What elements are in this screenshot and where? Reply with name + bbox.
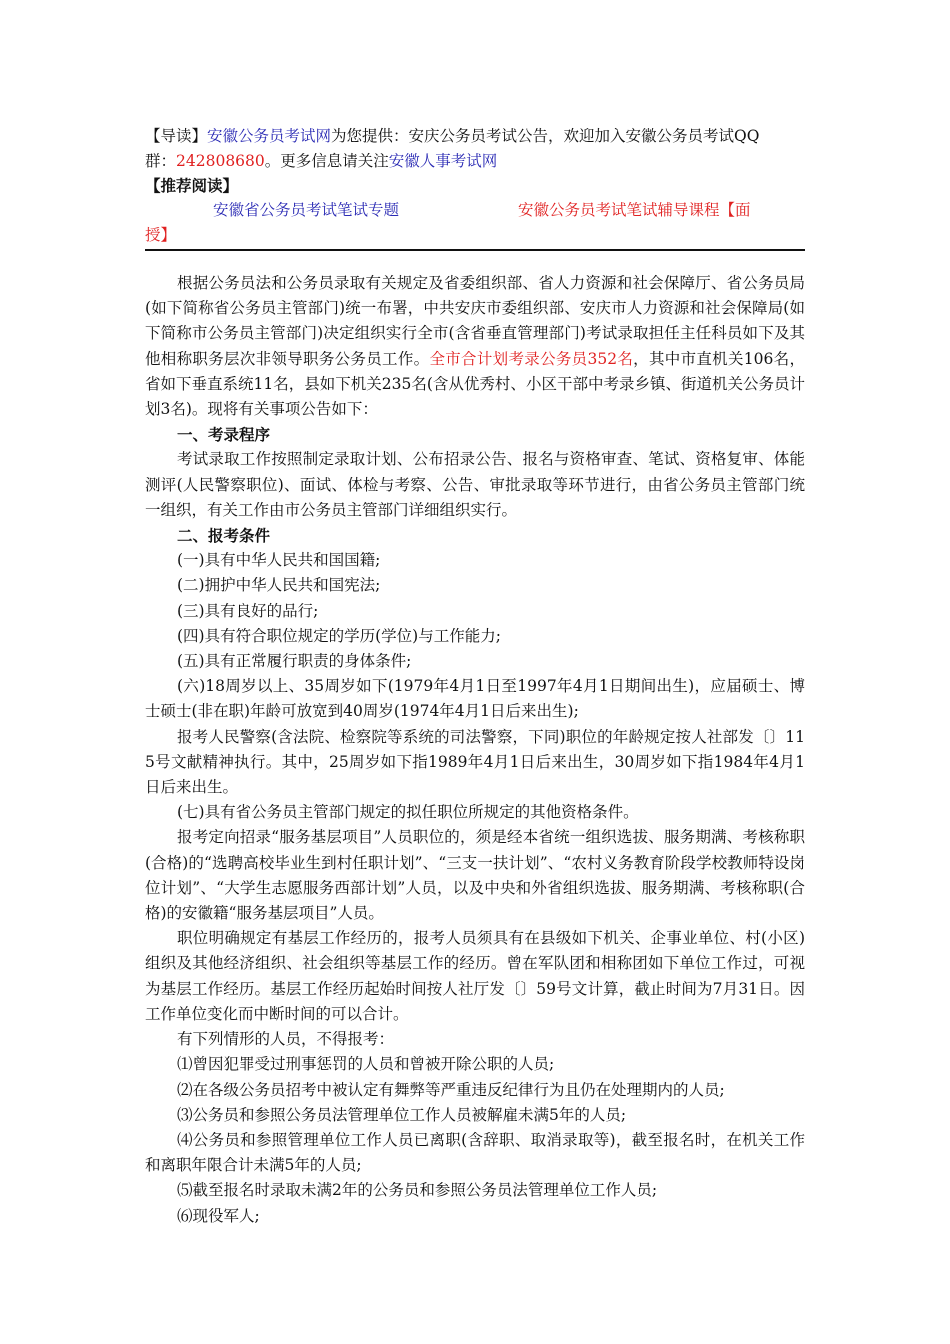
document-page xyxy=(145,124,805,1229)
guide-line-2 xyxy=(145,149,805,174)
condition-item: (四)具有符合职位规定的学历(学位)与工作能力; xyxy=(177,626,501,645)
condition-item: (七)具有省公务员主管部门规定的拟任职位所规定的其他资格条件。 xyxy=(177,803,639,822)
excluded-item: ⑷公务员和参照管理单位工作人员已离职(含辞职、取消录取等)，截至报名时，在机关工作和离职年限合计未满5年的人员; xyxy=(145,1130,805,1175)
condition-item: (一)具有中华人民共和国国籍; xyxy=(177,551,381,570)
intro-highlight: 全市合计划考录公务员352名 xyxy=(429,349,634,368)
section-2-title: 二、报考条件 xyxy=(177,526,271,546)
guide-link-hr-site[interactable]: 安徽人事考试网 xyxy=(388,152,498,170)
excluded-intro: 有下列情形的人员，不得报考： xyxy=(177,1030,395,1049)
header-divider xyxy=(145,249,805,251)
guide-prefix: 【导读】 xyxy=(145,127,208,145)
recommend-title: 【推荐阅读】 xyxy=(145,176,239,195)
recommend-link-course[interactable]: 安徽公务员考试笔试辅导课程【面 xyxy=(518,201,751,219)
guide-group-label: 群： xyxy=(145,152,177,170)
police-age-paragraph: 报考人民警察(含法院、检察院等系统的司法警察，下同)职位的年龄规定按人社部发〔〕115号文献精神执行。其中，25周岁如下指1989年4月1日后来出生，30周岁如下指1984年4月1日后来出生。 xyxy=(145,727,805,797)
article-body xyxy=(145,271,805,1229)
condition-item: (三)具有良好的品行; xyxy=(177,601,319,620)
condition-item: (二)拥护中华人民共和国宪法; xyxy=(177,576,381,595)
section-1-text: 考试录取工作按照制定录取计划、公布招录公告、报名与资格审查、笔试、资格复审、体能测评(人民警察职位)、面试、体检与考察、公告、审批录取等环节进行，由省公务员主管部门统一组织，有关工作由市公务员主管部门详细组织实行。 xyxy=(145,450,805,519)
guide-description: 为您提供：安庆公务员考试公告，欢迎加入安徽公务员考试QQ xyxy=(331,127,760,145)
condition-item: (五)具有正常履行职责的身体条件; xyxy=(177,652,412,671)
excluded-item: ⑴曾因犯罪受过刑事惩罚的人员和曾被开除公职的人员; xyxy=(177,1055,555,1074)
guide-line-1 xyxy=(145,124,805,149)
recommend-link-course-cont[interactable]: 授】 xyxy=(145,226,177,244)
section-1-title: 一、考录程序 xyxy=(177,425,271,445)
guide-more-text: 。更多信息请关注 xyxy=(264,152,389,170)
grassroots-paragraph: 职位明确规定有基层工作经历的，报考人员须具有在县级如下机关、企事业单位、村(小区)组织及其他经济组织、社会组织等基层工作的经历。曾在军队团和相称团如下单位工作过，可视为基层工作经历。基层工作经历起始时间按人社厅发〔〕59号文计算，截止时间为7月31日。因工作单位变化而中断时间的可以合计。 xyxy=(145,929,805,1023)
guide-link-exam-site[interactable]: 安徽公务员考试网 xyxy=(207,127,332,145)
intro-paragraph xyxy=(145,271,805,422)
intro-text: 根据公务员法和公务员录取有关规定及省委组织部、省人力资源和社会保障厅、省公务员局(如下简称省公务员主管部门)统一布署，中共安庆市委组织部、安庆市人力资源和社会保障局(如下简称市公务员主管部门)决定组织实行全市(含省垂直管理部门)考试录取担任主任科员如下及其他相称职务层次非领导职务公务员工作。 xyxy=(145,274,805,368)
excluded-item: ⑸截至报名时录取未满2年的公务员和参照公务员法管理单位工作人员; xyxy=(177,1181,658,1200)
guide-qq-number: 242808680 xyxy=(176,152,265,170)
service-project-paragraph: 报考定向招录“服务基层项目”人员职位的，须是经本省统一组织选拔、服务期满、考核称职(合格)的“选聘高校毕业生到村任职计划”、“三支一扶计划”、“农村义务教育阶段学校教师特设岗位计划”、“大学生志愿服务西部计划”人员，以及中央和外省组织选拔、服务期满、考核称职(合格)的安徽籍“服务基层项目”人员。 xyxy=(145,828,805,923)
recommend-link-written-exam[interactable]: 安徽省公务员考试笔试专题 xyxy=(213,201,400,219)
intro-text-2: ，其中市直机关106名，省如下垂直系统11名，县如下机关235名(含从优秀村、小区干部中考录乡镇、街道机关公务员计划3名)。现将有关事项公告如下： xyxy=(145,349,805,419)
excluded-item: ⑵在各级公务员招考中被认定有舞弊等严重违反纪律行为且仍在处理期内的人员; xyxy=(177,1080,725,1099)
excluded-item: ⑶公务员和参照公务员法管理单位工作人员被解雇未满5年的人员; xyxy=(177,1105,627,1124)
excluded-item: ⑹现役军人; xyxy=(177,1206,260,1225)
condition-item: (六)18周岁以上、35周岁如下(1979年4月1日至1997年4月1日期间出生)，应届硕士、博士硕士(非在职)年龄可放宽到40周岁(1974年4月1日后来出生); xyxy=(145,677,805,721)
recommend-links xyxy=(145,198,805,223)
